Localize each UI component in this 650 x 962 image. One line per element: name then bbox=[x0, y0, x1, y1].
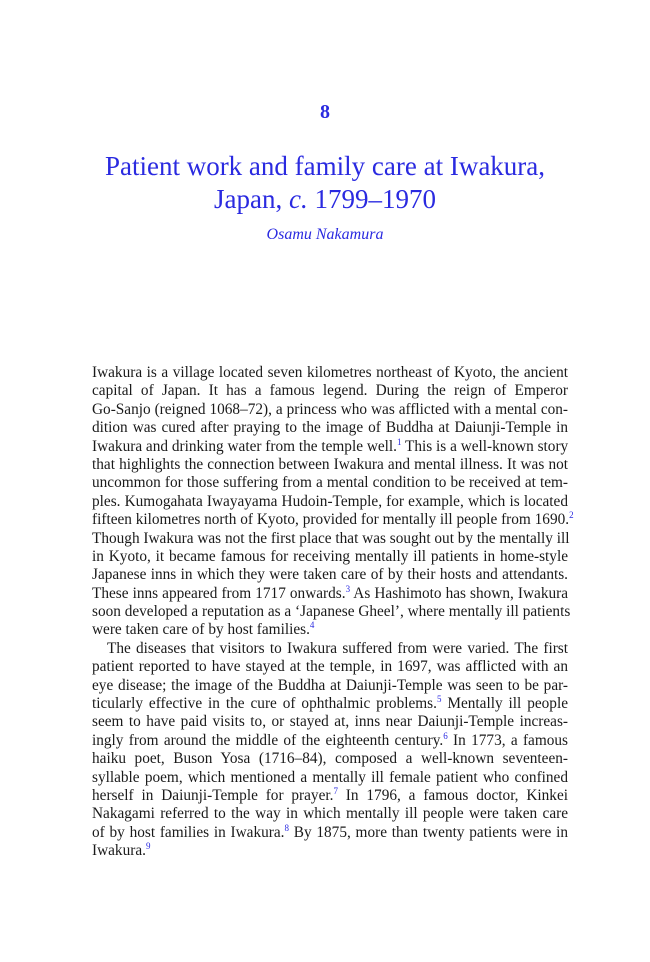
text-segment: haiku poet, Buson Yosa (1716–84), composed a well-known seventeen- bbox=[92, 750, 568, 768]
chapter-title-line1: Patient work and family care at Iwakura, bbox=[104, 151, 546, 181]
text-line bbox=[92, 438, 568, 456]
chapter-title-line2-dates: 1799–1970 bbox=[307, 184, 436, 214]
chapter-title bbox=[60, 150, 590, 216]
text-line bbox=[92, 824, 568, 842]
footnote-reference[interactable]: 4 bbox=[309, 620, 315, 631]
text-segment: Iwakura and drinking water from the temple well. bbox=[92, 437, 397, 455]
text-segment: Iwakura is a village located seven kilometres northeast of Kyoto, the ancient bbox=[92, 364, 568, 381]
chapter-number: 8 bbox=[320, 101, 330, 123]
footnote-reference[interactable]: 9 bbox=[145, 841, 151, 852]
text-line bbox=[92, 603, 571, 621]
text-segment: As Hashimoto has shown, Iwakura bbox=[350, 584, 569, 602]
text-segment: By 1875, more than twenty patients were in bbox=[288, 823, 568, 841]
text-segment: Though Iwakura was not the first place that was sought out by the mentally ill bbox=[92, 529, 570, 547]
text-segment: herself in Daiunji-Temple for prayer. bbox=[92, 786, 334, 804]
footnote-reference[interactable]: 7 bbox=[333, 785, 338, 796]
paragraph bbox=[92, 364, 574, 640]
footnote-reference[interactable]: 1 bbox=[396, 436, 402, 447]
text-line bbox=[92, 732, 568, 750]
text-line bbox=[92, 474, 568, 492]
text-line bbox=[92, 530, 568, 548]
text-segment: This is a well-known story bbox=[401, 437, 569, 455]
text-segment: uncommon for those suffering from a mental condition to be received at tem- bbox=[92, 474, 568, 492]
text-line bbox=[92, 401, 568, 419]
text-segment: These inns appeared from 1717 onwards. bbox=[92, 584, 346, 602]
footnote-reference[interactable]: 3 bbox=[345, 583, 351, 594]
text-line bbox=[92, 382, 568, 400]
text-line bbox=[92, 769, 568, 787]
footnote-reference[interactable]: 2 bbox=[569, 510, 574, 521]
text-segment: were taken care of by host families. bbox=[92, 621, 310, 639]
footnote-reference[interactable]: 6 bbox=[443, 730, 448, 741]
text-line bbox=[92, 419, 568, 437]
text-segment: Go-Sanjo (reigned 1068–72), a princess who was afflicted with a mental con- bbox=[92, 400, 568, 418]
text-line bbox=[92, 493, 568, 511]
text-segment: Iwakura. bbox=[92, 842, 146, 860]
text-line bbox=[92, 805, 568, 823]
circa-abbreviation: c. bbox=[289, 184, 308, 214]
text-line bbox=[92, 640, 568, 658]
text-segment: ingly from around the middle of the eighteenth century. bbox=[92, 731, 444, 749]
text-line bbox=[92, 677, 568, 695]
text-segment: Japanese inns in which they were taken care of by their hosts and attendants. bbox=[92, 566, 568, 584]
text-line bbox=[92, 456, 568, 474]
text-segment: capital of Japan. It has a famous legend. During the reign of Emperor bbox=[92, 382, 568, 400]
text-segment: eye disease; the image of the Buddha at Daiunji-Temple was seen to be par- bbox=[92, 676, 568, 694]
body-text bbox=[92, 364, 574, 861]
footnote-reference[interactable]: 8 bbox=[284, 822, 289, 833]
text-line bbox=[92, 510, 574, 529]
text-segment: seem to have paid visits to, or stayed at, inns near Daiunji-Temple increas- bbox=[92, 713, 568, 731]
text-segment: soon developed a reputation as a ‘Japanese Gheel’, where mentally ill patients bbox=[92, 603, 571, 621]
paragraph bbox=[92, 640, 568, 861]
text-segment: syllable poem, which mentioned a mentally ill female patient who confined bbox=[92, 768, 568, 786]
text-segment: ticularly effective in the cure of ophthalmic problems. bbox=[92, 695, 437, 713]
text-line bbox=[92, 566, 568, 584]
chapter-title-line2-pre: Japan, bbox=[214, 184, 289, 214]
text-line bbox=[92, 842, 568, 860]
text-segment: in Kyoto, it became famous for receiving mentally ill patients in home-style bbox=[92, 547, 568, 565]
text-segment: The diseases that visitors to Iwakura suffered from were varied. The first bbox=[107, 639, 568, 657]
text-segment: that highlights the connection between Iwakura and mental illness. It was not bbox=[92, 455, 568, 473]
text-segment: dition was cured after praying to the image of Buddha at Daiunji-Temple in bbox=[92, 419, 568, 437]
text-line bbox=[92, 713, 568, 731]
author-name: Osamu Nakamura bbox=[266, 226, 384, 243]
text-line bbox=[92, 750, 568, 768]
text-line bbox=[92, 548, 568, 566]
text-line bbox=[92, 364, 568, 382]
text-line bbox=[92, 658, 568, 676]
text-line bbox=[92, 695, 568, 713]
text-segment: ples. Kumogahata Iwayayama Hudoin-Temple, for example, which is located bbox=[92, 492, 568, 510]
text-segment: of by host families in Iwakura. bbox=[92, 823, 285, 841]
text-line bbox=[92, 787, 568, 805]
text-segment: Mentally ill people bbox=[441, 695, 568, 713]
text-segment: Nakagami referred to the way in which mentally ill people were taken care bbox=[92, 805, 568, 823]
text-line bbox=[92, 621, 568, 639]
text-segment: patient reported to have stayed at the temple, in 1697, was afflicted with an bbox=[92, 658, 568, 676]
text-segment: fifteen kilometres north of Kyoto, provided for mentally ill people from 1690. bbox=[92, 511, 570, 529]
footnote-reference[interactable]: 5 bbox=[436, 693, 442, 704]
text-segment: In 1796, a famous doctor, Kinkei bbox=[337, 786, 568, 804]
text-segment: In 1773, a famous bbox=[447, 731, 568, 749]
text-line bbox=[92, 585, 568, 603]
